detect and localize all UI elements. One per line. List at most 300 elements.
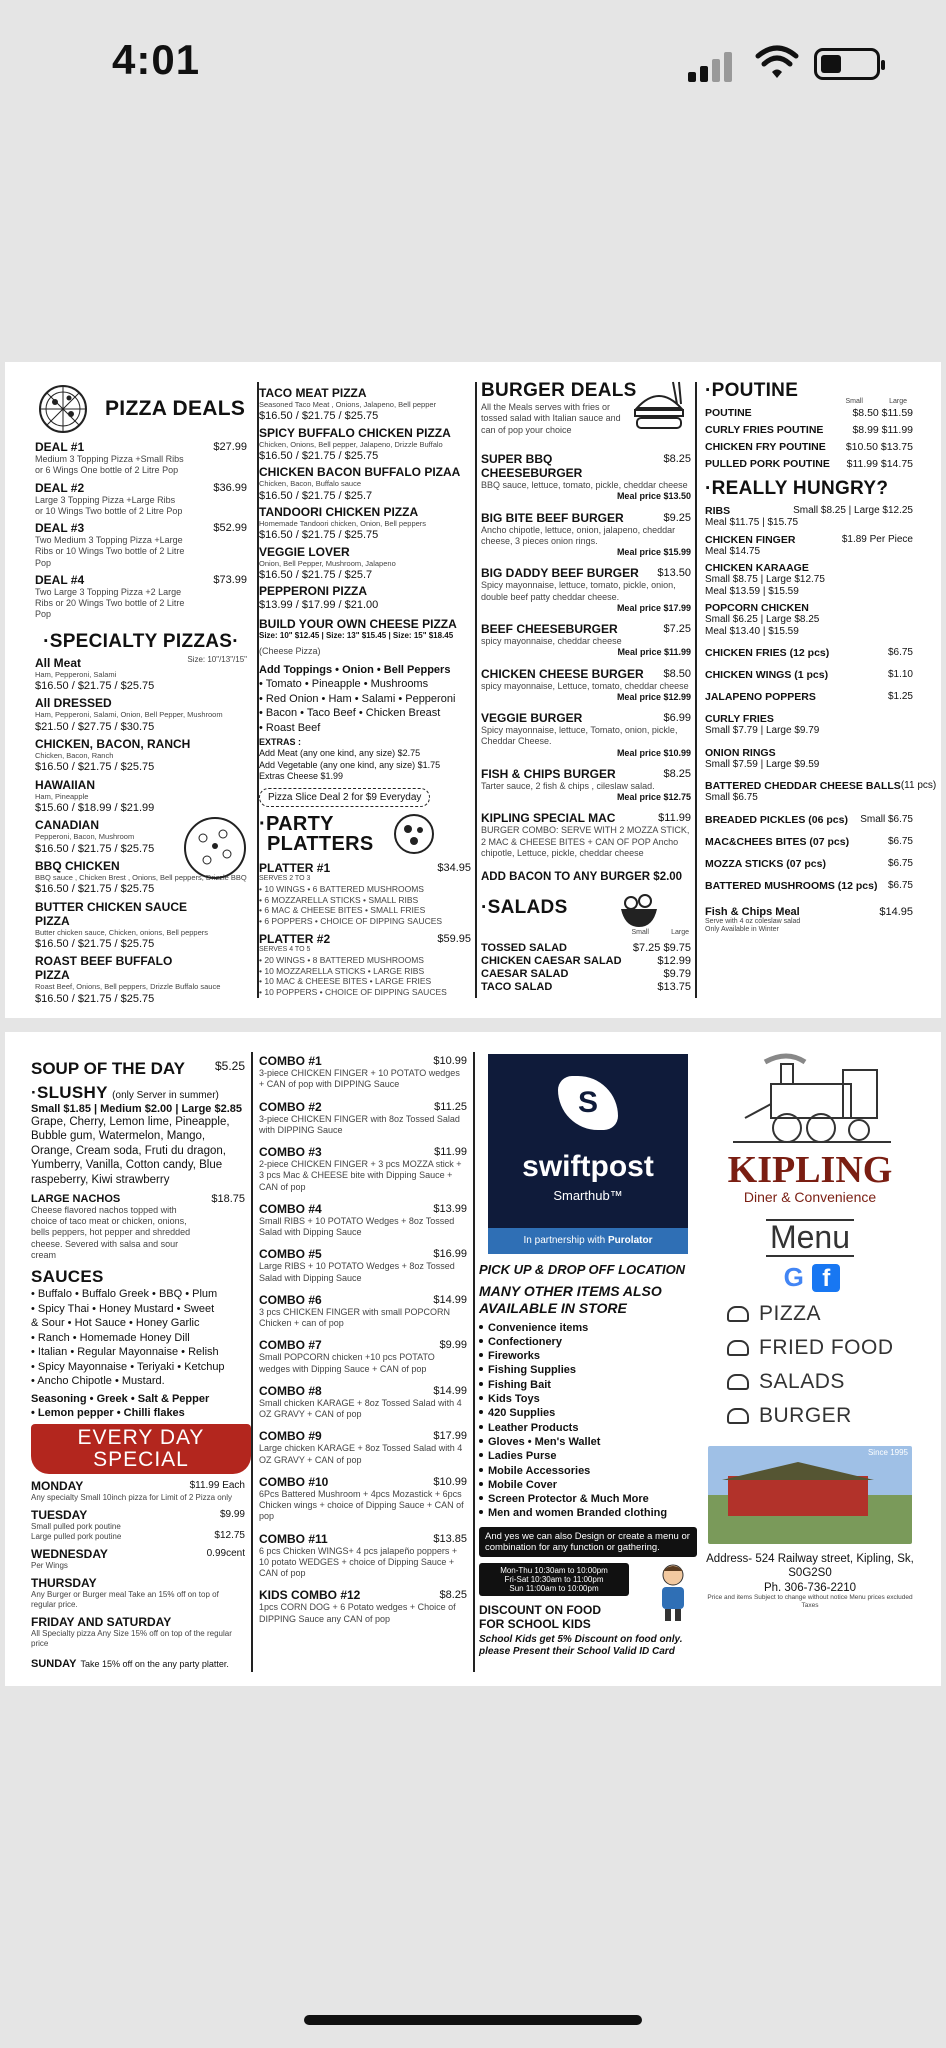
hungry-row: [705, 836, 913, 848]
pizza-item: [259, 426, 471, 464]
store-item: [479, 1449, 697, 1463]
category-label: FRIED FOOD: [759, 1335, 894, 1359]
bullet-icon: [479, 1425, 483, 1429]
store-column: [479, 1054, 697, 1708]
many-items: MANY OTHER ITEMS ALSO AVAILABLE IN STORE: [479, 1283, 662, 1316]
hungry-sub: Small $6.25 | Large $8.25: [705, 614, 820, 625]
byo-sub: (Cheese Pizza): [259, 645, 321, 656]
combo-desc: 3 pcs CHICKEN FINGER with small POPCORN Chicken + can of pop: [259, 1306, 451, 1328]
specialty-price: $16.50 / $21.75 / $25.75: [35, 883, 155, 896]
fish-meal-note-2: Only Available in Winter: [705, 926, 779, 934]
store-item-label: Confectionery: [488, 1335, 562, 1348]
party-title: ·PARTY: [259, 813, 334, 836]
day-name: FRIDAY AND SATURDAY: [31, 1614, 172, 1629]
combo-name: COMBO #6: [259, 1292, 322, 1307]
category-icon: [727, 1306, 749, 1322]
pizza-name: SPICY BUFFALO CHICKEN PIZZA: [259, 425, 451, 440]
platter-price: $34.95: [437, 862, 471, 875]
facebook-icon: f: [812, 1264, 840, 1292]
hungry-sub2: Meal $13.40 | $15.59: [705, 625, 799, 637]
pizza-round-icon: [183, 816, 247, 880]
bullet-icon: [479, 1496, 483, 1500]
deal-item: [35, 440, 247, 477]
divider: [475, 382, 477, 998]
combo-column: [259, 1054, 467, 1708]
menu-page-2: [5, 1032, 941, 1686]
platter-icon: [393, 813, 435, 855]
pizza-deals-title: PIZZA DEALS: [105, 397, 246, 420]
hungry-row: [705, 562, 913, 574]
hungry-list: [705, 505, 937, 892]
hungry-name: MAC&CHEES BITES (07 pcs): [705, 835, 850, 848]
store-item: [479, 1492, 697, 1506]
hungry-price: $1.10: [887, 669, 913, 680]
address: Address- 524 Railway street, Kipling, Sk, S0G2S0: [706, 1552, 914, 1579]
burger-item: [481, 511, 691, 559]
salad-row: [481, 955, 691, 967]
specialty-price: $15.60 / $18.99 / $21.99: [35, 801, 155, 814]
combo-name: COMBO #9: [259, 1429, 322, 1444]
pizza-list-column: [259, 384, 471, 1040]
combo-desc: Small RIBS + 10 POTATO Wedges + 8oz Tossed Salad with Dipping Sauce: [259, 1215, 455, 1237]
burger-list: [481, 452, 691, 859]
specialty-desc: Ham, Pineapple: [35, 791, 89, 801]
hours-line: Mon-Thu 10:30am to 10:00pm: [500, 1565, 608, 1575]
sauces-list: [31, 1287, 245, 1389]
nachos-price: $18.75: [211, 1192, 245, 1205]
day-name: WEDNESDAY: [31, 1546, 108, 1561]
everyday-line1: EVERY DAY: [77, 1425, 205, 1449]
fish-meal-note: Serve with 4 oz coleslaw salad: [705, 917, 801, 925]
everyday-special-banner: [31, 1424, 251, 1474]
burger-meal: Meal price $11.99: [617, 647, 691, 658]
day-item: [31, 1615, 245, 1649]
hungry-name: CHICKEN KARAAGE: [705, 562, 809, 574]
day-desc: Take 15% off on the any party platter.: [80, 1658, 229, 1669]
student-icon: [657, 1563, 689, 1623]
burger-desc: Tarter sauce, 2 fish & chips , cileslaw salad.: [481, 780, 655, 791]
sauce-line: • Spicy Mayonnaise • Teriyaki • Ketchup: [31, 1360, 225, 1373]
burger-name: BEEF CHEESEBURGER: [481, 622, 618, 636]
salad-icon: [617, 891, 661, 931]
deal-desc: Two Medium 3 Topping Pizza +Large Ribs or 10 Wings Two bottle of 2 Litre Pop: [35, 535, 185, 568]
hungry-row: [705, 747, 913, 759]
combo-desc: 3-piece CHICKEN FINGER + 10 POTATO wedges + CAN of pop with DIPPING Sauce: [259, 1068, 460, 1090]
category-icon: [727, 1340, 749, 1356]
slushy-sizes: Small $1.85 | Medium $2.00 | Large $2.85: [31, 1103, 242, 1115]
bullet-icon: [479, 1482, 483, 1486]
deal-price: $27.99: [213, 441, 247, 453]
specialty-name: CANADIAN: [35, 818, 99, 833]
day-item: [31, 1479, 245, 1503]
poutine-price: $11.99 $14.75: [846, 458, 913, 470]
specialty-name: All Meat: [35, 655, 82, 670]
hungry-sub: Meal $11.75 | $15.75: [705, 517, 799, 528]
burger-meal: Meal price $13.50: [616, 491, 691, 502]
platters-list: [259, 861, 471, 998]
combo-desc: 1pcs CORN DOG + 6 Potato wedges + Choice of DIPPING Sauce any CAN of pop: [259, 1602, 456, 1624]
deal-name: DEAL #3: [35, 521, 85, 535]
add-bacon: [481, 871, 691, 883]
burger-name: FISH & CHIPS BURGER: [481, 766, 616, 781]
combo-name: COMBO #2: [259, 1099, 322, 1114]
day-item: [31, 1547, 245, 1571]
combo-item: [259, 1338, 467, 1375]
platter-line: • 10 MAC & CHEESE BITES • LARGE FRIES: [259, 976, 432, 987]
sauces-title: SAUCES: [31, 1267, 104, 1287]
burger-item: [481, 452, 691, 503]
swiftpost-icon: S: [558, 1076, 618, 1130]
menu-heading: Menu: [766, 1219, 854, 1257]
store-item: [479, 1464, 697, 1478]
topping-line: • Bacon • Taco Beef • Chicken Breast: [259, 707, 441, 720]
store-item-label: Kids Toys: [488, 1393, 540, 1406]
category-item: [727, 1370, 915, 1394]
store-item-label: Convenience items: [488, 1321, 589, 1334]
hungry-price: $6.75: [887, 835, 913, 847]
sauce-line: • Ancho Chipotle • Mustard.: [31, 1375, 165, 1388]
day-item: [31, 1576, 245, 1610]
sauce-line: • Spicy Thai • Honey Mustard • Sweet: [31, 1302, 215, 1315]
deal-name: DEAL #4: [35, 572, 85, 587]
pizza-list: [259, 386, 471, 613]
specialty-desc: Butter chicken sauce, Chicken, onions, Bell peppers: [35, 927, 209, 937]
burger-column: [481, 380, 691, 1036]
burger-name: CHICKEN CHEESE BURGER: [481, 666, 644, 681]
combo-list: [259, 1054, 467, 1625]
burger-price: $8.25: [663, 453, 691, 465]
nachos: [31, 1193, 245, 1205]
hungry-price: $1.89 Per Piece: [841, 533, 913, 545]
combo-item: [259, 1247, 467, 1284]
topping-line: • Tomato • Pineapple • Mushrooms: [259, 678, 429, 691]
combo-price: $10.99: [433, 1475, 467, 1488]
combo-price: $14.99: [433, 1384, 467, 1397]
salads-title: ·SALADS: [481, 897, 568, 918]
day-price: $11.99 Each: [189, 1479, 245, 1491]
store-item-label: Men and women Branded clothing: [488, 1507, 668, 1520]
platter-name: PLATTER #1: [259, 861, 331, 876]
burger-desc: spicy mayonnaise, Lettuce, tomato, cheddar cheese: [481, 680, 689, 691]
home-indicator[interactable]: [304, 2015, 642, 2025]
photo-badge: Since 1995: [867, 1447, 908, 1457]
discount-desc: School Kids get 5% Discount on food only. please Present their School Valid ID Card: [479, 1633, 683, 1658]
specialty-desc: Chicken, Bacon, Ranch: [35, 750, 114, 760]
pizza-desc: Onion, Bell Pepper, Mushroom, Jalapeno: [259, 558, 396, 568]
soup-of-day: [31, 1059, 245, 1079]
salad-row: [481, 942, 691, 954]
burger-item: [481, 811, 691, 859]
category-label: BURGER: [759, 1403, 852, 1427]
byo-title: BUILD YOUR OWN CHEESE PIZZA: [259, 616, 457, 631]
day-row2: [31, 1529, 245, 1542]
day-item: [31, 1654, 245, 1672]
hungry-sub: Small $7.59 | Large $9.59: [705, 758, 820, 770]
poutine-name: PULLED PORK POUTINE: [705, 458, 830, 470]
poutine-large-label: Large: [889, 398, 907, 405]
burger-meal: Meal price $15.99: [616, 547, 691, 557]
day-desc: Small pulled pork poutine: [31, 1521, 121, 1531]
specialty-name: ROAST BEEF BUFFALO PIZZA: [35, 954, 173, 983]
store-item-label: Fireworks: [488, 1350, 540, 1363]
signal-icon: [688, 52, 736, 82]
everyday-line2: SPECIAL: [93, 1447, 189, 1471]
burger-meal: Meal price $10.99: [616, 747, 691, 758]
combo-item: [259, 1475, 467, 1523]
platter-serves: SERVES 4 TO 5: [259, 946, 311, 954]
divider: [695, 382, 697, 998]
store-item: [479, 1421, 697, 1435]
poutine-row: [705, 407, 913, 419]
combo-desc: 6Pcs Battered Mushroom + 4pcs Mozastick + 6pcs Chicken wings + choice of Dipping Sauce + CAN of pop: [259, 1488, 464, 1522]
category-label: PIZZA: [759, 1301, 822, 1325]
pizza-price: $13.99 / $17.99 / $21.00: [259, 599, 379, 612]
combo-desc: Small POPCORN chicken +10 pcs POTATO wedges with Dipping Sauce + CAN of pop: [259, 1352, 435, 1374]
platter-serves: SERVES 2 TO 3: [259, 875, 311, 883]
burger-desc: Spicy mayonnaise, lettuce, tomato, pickle, onion, double beef patty cheddar cheese.: [481, 580, 676, 602]
burger-price: $8.25: [663, 767, 691, 780]
hungry-sub2: Meal $13.59 | $15.59: [705, 585, 799, 597]
pizza-item: [259, 386, 471, 424]
topping-line: • Red Onion • Ham • Salami • Pepperoni: [259, 692, 456, 705]
specialty-desc: Ham, Pepperoni, Salami: [35, 669, 117, 679]
pizza-price: $16.50 / $21.75 / $25.75: [259, 529, 379, 542]
deal-desc: Large 3 Topping Pizza +Large Ribs or 10 Wings Two bottle of 2 Litre Pop: [35, 494, 183, 516]
hungry-row: [705, 814, 913, 826]
bullet-icon: [479, 1382, 483, 1386]
extra-line: Extras Cheese $1.99: [259, 770, 344, 781]
hungry-name: CURLY FRIES: [705, 713, 774, 725]
byo-size: Size: 10" $12.45 | Size: 13" $15.45 | Size: 15" $18.45: [259, 630, 454, 640]
day-price: 0.99cent: [206, 1547, 245, 1559]
hungry-price: $6.75: [887, 857, 913, 869]
day-price2: $12.75: [214, 1529, 245, 1541]
combo-price: $10.99: [433, 1055, 467, 1067]
poutine-column: [705, 380, 937, 1036]
nachos-name: LARGE NACHOS: [31, 1192, 121, 1205]
burger-price: $7.25: [663, 623, 691, 635]
poutine-name: POUTINE: [705, 407, 752, 419]
store-item-label: 420 Supplies: [488, 1407, 556, 1420]
specialty-item: [35, 696, 247, 734]
hungry-name: JALAPENO POPPERS: [705, 691, 816, 703]
salad-name: TOSSED SALAD: [481, 942, 567, 954]
burger-price: $13.50: [657, 567, 691, 580]
seasoning-line: Seasoning • Greek • Salt & Pepper: [31, 1392, 210, 1405]
pizza-desc: Homemade Tandoori chicken, Onion, Bell peppers: [259, 519, 427, 529]
extra-line: Add Meat (any one kind, any size) $2.75: [259, 748, 421, 759]
hungry-name: POPCORN CHICKEN: [705, 602, 809, 614]
poutine-name: CURLY FRIES POUTINE: [705, 424, 824, 436]
hungry-row: [705, 505, 913, 517]
pizza-price: $16.50 / $21.75 / $25.75: [259, 410, 379, 423]
combo-item: [259, 1054, 467, 1091]
combo-price: $9.99: [439, 1339, 467, 1352]
day-price: $9.99: [219, 1508, 245, 1520]
hungry-row: [705, 780, 937, 792]
poutine-list: [705, 407, 913, 470]
seasoning-list: [31, 1392, 245, 1421]
size-note: Size: 10"/13"/15": [187, 654, 247, 664]
bullet-icon: [479, 1468, 483, 1472]
deal-price: $73.99: [213, 573, 247, 586]
specialty-name: CHICKEN, BACON, RANCH: [35, 736, 191, 751]
category-icon: [727, 1408, 749, 1424]
hungry-row: [705, 647, 913, 659]
fish-meal-price: $14.95: [879, 905, 913, 918]
hungry-price: $1.25: [887, 691, 913, 702]
wifi-icon: [756, 46, 798, 80]
sauce-line: • Buffalo • Buffalo Greek • BBQ • Plum: [31, 1288, 218, 1301]
deal-item: [35, 573, 247, 621]
partner-label: In partnership with: [523, 1235, 606, 1246]
partner-brand: Purolator: [608, 1235, 653, 1246]
combo-item: [259, 1145, 467, 1193]
poutine-row: [705, 424, 913, 436]
sauce-line: • Italian • Regular Mayonnaise • Relish: [31, 1346, 219, 1359]
specialty-item: [35, 954, 247, 1006]
specialty-name: HAWAIIAN: [35, 777, 95, 792]
platter-line: • 6 POPPERS • CHOICE OF DIPPING SAUCES: [259, 915, 443, 926]
deal-name: DEAL #2: [35, 480, 85, 495]
bullet-icon: [479, 1453, 483, 1457]
hungry-row: [705, 713, 913, 725]
toppings-list: [259, 677, 471, 735]
category-item: [727, 1302, 915, 1326]
combo-name: COMBO #7: [259, 1338, 322, 1353]
combo-name: COMBO #5: [259, 1247, 322, 1262]
poutine-small-label: Small: [845, 398, 863, 405]
salad-row: [481, 968, 691, 980]
combo-name: COMBO #8: [259, 1383, 322, 1398]
phone: Ph. 306-736-2210: [763, 1582, 857, 1595]
hungry-name: BATTERED MUSHROOMS (12 pcs): [705, 879, 878, 892]
slushy-title: ·SLUSHY: [31, 1083, 108, 1102]
deal-item: [35, 481, 247, 518]
swiftpost-logo: [488, 1054, 688, 1254]
specialty-price: $16.50 / $21.75 / $25.75: [35, 992, 155, 1005]
store-photo: [708, 1446, 912, 1544]
hungry-price: (11 pcs): [900, 780, 937, 791]
bullet-icon: [479, 1396, 483, 1400]
hungry-name: BATTERED CHEDDAR CHEESE BALLS: [705, 780, 901, 792]
combo-item: [259, 1532, 467, 1580]
pizza-desc: Seasoned Taco Meat , Onions, Jalapeno, Bell pepper: [259, 400, 437, 409]
burger-price: $9.25: [663, 511, 691, 524]
google-icon: G: [783, 1261, 804, 1292]
platter-line: • 6 MOZZARELLA STICKS • SMALL RIBS: [259, 894, 419, 905]
hours-box: [479, 1563, 629, 1596]
soup-column: [31, 1054, 245, 1708]
store-item: [479, 1335, 697, 1349]
hungry-sub: Small $8.75 | Large $12.75: [705, 574, 825, 585]
hungry-sub: Small $6.75: [705, 792, 758, 803]
fish-meal: [705, 906, 913, 918]
pizza-price: $16.50 / $21.75 / $25.7: [259, 489, 373, 502]
store-item: [479, 1478, 697, 1492]
burger-meal: Meal price $17.99: [616, 602, 691, 613]
nachos-desc: Cheese flavored nachos topped with choice of taco meat or chicken, onions, bells peppers, hot pepper and shredded cheese. Severed with salsa and sour cream: [31, 1204, 191, 1260]
burger-icon: [629, 380, 689, 438]
burger-item: [481, 622, 691, 659]
pizza-price: $16.50 / $21.75 / $25.75: [259, 450, 379, 463]
deal-name: DEAL #1: [35, 440, 85, 454]
slushy-flavors: Grape, Cherry, Lemon lime, Pineapple, Bubble gum, Watermelon, Mango, Orange, Cream soda, Fruti du dragon, Yumberry, Vanilla, Cotton candy, Blue raspeberry, Kiwi strawberry: [31, 1116, 230, 1186]
platter-item: [259, 861, 471, 926]
burger-intro: All the Meals serves with fries or tossed salad with Italian sauce and can of pop your choice: [481, 402, 621, 435]
poutine-price: $8.99 $11.99: [852, 424, 913, 436]
store-item-label: Gloves • Men's Wallet: [488, 1435, 601, 1448]
combo-desc: 3-piece CHICKEN FINGER with 8oz Tossed Salad with DIPPING Sauce: [259, 1113, 460, 1135]
burger-meal: Meal price $12.99: [616, 691, 691, 702]
platter-item: [259, 932, 471, 997]
specialty-item: [35, 900, 247, 952]
pizza-desc: Chicken, Bacon, Buffalo sauce: [259, 479, 362, 489]
salad-name: CAESAR SALAD: [481, 968, 569, 980]
platter-line: • 6 MAC & CHEESE BITES • SMALL FRIES: [259, 905, 426, 916]
category-list: [727, 1302, 915, 1428]
toppings-title: Add Toppings • Onion • Bell Peppers: [259, 663, 451, 676]
day-desc: Per Wings: [31, 1560, 68, 1570]
poutine-price: $8.50 $11.59: [852, 407, 913, 419]
specialty-item: [35, 778, 247, 816]
topping-line: • Roast Beef: [259, 721, 321, 734]
pizza-name: CHICKEN BACON BUFFALO PIZAA: [259, 465, 461, 480]
soup-name: SOUP OF THE DAY: [31, 1059, 185, 1078]
extras-list: [259, 748, 471, 782]
discount-title: DISCOUNT ON FOOD FOR SCHOOL KIDS: [479, 1602, 601, 1632]
burger-item: [481, 566, 691, 614]
pizza-deals-column: [35, 384, 247, 1040]
hungry-row: [705, 691, 913, 703]
bullet-icon: [479, 1353, 483, 1357]
hungry-row: [705, 858, 913, 870]
store-item-label: Mobile Accessories: [488, 1464, 591, 1477]
combo-name: COMBO #1: [259, 1054, 322, 1068]
combo-desc: Large chicken KARAGE + 8oz Tossed Salad with 4 OZ GRAVY + CAN of pop: [259, 1443, 463, 1465]
store-item-label: Fishing Supplies: [488, 1364, 577, 1377]
combo-desc: 6 pcs Chicken WINGS+ 4 pcs jalapeño poppers + 10 potato WEDGES + choice of Dipping Sauce + CAN of pop: [259, 1545, 458, 1578]
bullet-icon: [479, 1367, 483, 1371]
burger-title: BURGER DEALS: [481, 380, 637, 401]
brand-sub: Diner & Convenience: [743, 1189, 877, 1205]
combo-name: KIDS COMBO #12: [259, 1588, 361, 1603]
sauce-line: & Sour • Hot Sauce • Honey Garlic: [31, 1317, 200, 1330]
specialty-price: $16.50 / $21.75 / $25.75: [35, 679, 155, 692]
specialty-name: BUTTER CHICKEN SAUCE PIZZA: [35, 899, 188, 928]
combo-item: [259, 1588, 467, 1625]
store-item: [479, 1435, 697, 1449]
store-item: [479, 1406, 697, 1420]
salad-name: CHICKEN CAESAR SALAD: [481, 955, 622, 967]
hungry-sub: Small $7.79 | Large $9.79: [705, 725, 820, 736]
day-name: THURSDAY: [31, 1575, 97, 1590]
burger-desc: BBQ sauce, lettuce, tomato, pickle, cheddar cheese: [481, 480, 688, 490]
specialty-name: All DRESSED: [35, 696, 112, 711]
store-item: [479, 1321, 697, 1335]
pizza-item: [259, 584, 471, 612]
pizza-item: [259, 505, 471, 543]
hungry-price: $6.75: [887, 647, 913, 658]
store-item: [479, 1349, 697, 1363]
burger-name: KIPLING SPECIAL MAC: [481, 811, 616, 826]
hungry-price: $6.75: [887, 879, 913, 891]
burger-name: BIG DADDY BEEF BURGER: [481, 566, 639, 581]
combo-desc: Large RIBS + 10 POTATO Wedges + 8oz Tossed Salad with Dipping Sauce: [259, 1261, 455, 1283]
combo-price: $16.99: [433, 1248, 467, 1261]
burger-name: BIG BITE BEEF BURGER: [481, 510, 624, 525]
extra-line: Add Vegetable (any one kind, any size) $1.75: [259, 759, 441, 770]
